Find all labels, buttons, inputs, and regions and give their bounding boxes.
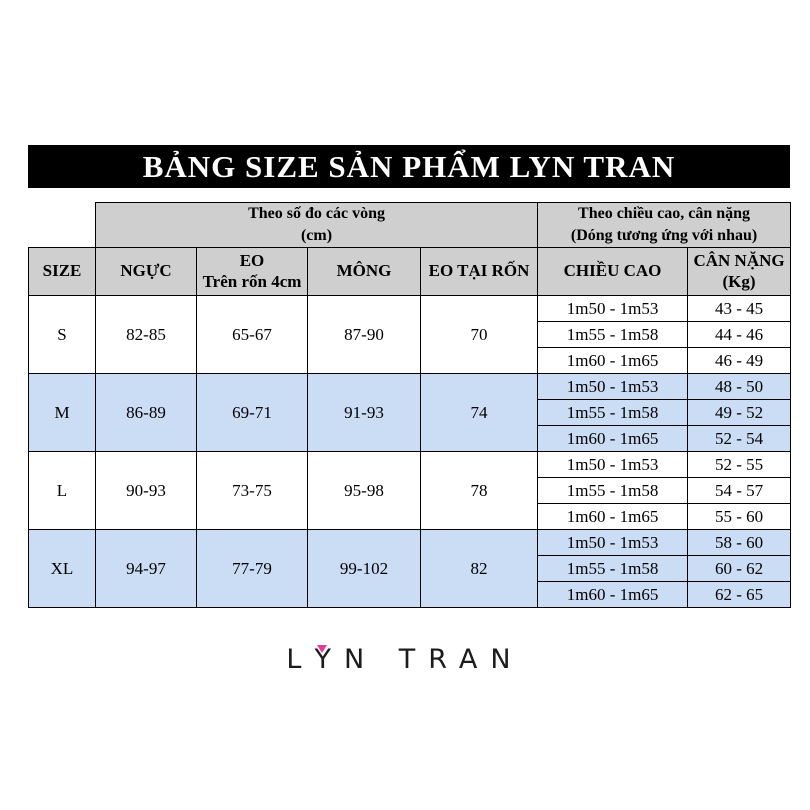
table-row [29,374,791,400]
col-header-weight-main: CÂN NẶNG [693,251,785,271]
banner-title: BẢNG SIZE SẢN PHẨM LYN TRAN [28,145,790,188]
height-cell: 1m50 - 1m53 [538,374,688,400]
col-header-weight [688,248,791,296]
hip-cell: 91-93 [308,374,421,452]
table-row [29,530,791,556]
height-cell: 1m55 - 1m58 [538,322,688,348]
height-cell: 1m60 - 1m65 [538,582,688,608]
weight-cell: 58 - 60 [688,530,791,556]
group-height-weight-line1: Theo chiều cao, cân nặng [578,205,751,223]
brand-logo [0,644,810,675]
hip-cell: 95-98 [308,452,421,530]
col-header-waist-sub: Trên rốn 4cm [202,271,302,291]
height-cell: 1m55 - 1m58 [538,478,688,504]
col-header-hip: MÔNG [308,248,421,296]
height-cell: 1m60 - 1m65 [538,504,688,530]
weight-cell: 55 - 60 [688,504,791,530]
logo-text-l: L [286,644,315,675]
col-header-waist-at-navel: EO TẠI RỐN [421,248,538,296]
bust-cell: 86-89 [96,374,197,452]
weight-cell: 62 - 65 [688,582,791,608]
table-row [29,452,791,478]
group-measurements-line2: (cm) [300,227,333,244]
waist-at-navel-cell: 82 [421,530,538,608]
bust-cell: 82-85 [96,296,197,374]
weight-cell: 48 - 50 [688,374,791,400]
col-header-waist-main: EO [239,251,265,271]
logo-triangle-icon [317,645,327,653]
logo-text-rest: N TRAN [343,644,524,675]
size-cell: L [29,452,96,530]
weight-cell: 52 - 55 [688,452,791,478]
waist-cell: 73-75 [197,452,308,530]
weight-cell: 49 - 52 [688,400,791,426]
weight-cell: 52 - 54 [688,426,791,452]
column-header-row [29,248,791,296]
weight-cell: 60 - 62 [688,556,791,582]
bust-cell: 90-93 [96,452,197,530]
height-cell: 1m50 - 1m53 [538,530,688,556]
weight-cell: 54 - 57 [688,478,791,504]
group-height-weight-line2: (Dóng tương ứng với nhau) [570,227,758,244]
bust-cell: 94-97 [96,530,197,608]
height-cell: 1m55 - 1m58 [538,400,688,426]
waist-at-navel-cell: 78 [421,452,538,530]
group-measurements-line1: Theo số đo các vòng [248,205,385,223]
group-header-spacer [29,203,96,248]
height-cell: 1m55 - 1m58 [538,556,688,582]
height-cell: 1m60 - 1m65 [538,426,688,452]
col-header-bust: NGỰC [96,248,197,296]
weight-cell: 46 - 49 [688,348,791,374]
height-cell: 1m50 - 1m53 [538,452,688,478]
height-cell: 1m50 - 1m53 [538,296,688,322]
col-header-weight-sub: (Kg) [722,271,756,291]
waist-cell: 65-67 [197,296,308,374]
weight-cell: 44 - 46 [688,322,791,348]
group-header-height-weight [538,203,791,248]
col-header-size: SIZE [29,248,96,296]
col-header-height: CHIỀU CAO [538,248,688,296]
hip-cell: 99-102 [308,530,421,608]
hip-cell: 87-90 [308,296,421,374]
waist-at-navel-cell: 70 [421,296,538,374]
waist-cell: 77-79 [197,530,308,608]
col-header-waist [197,248,308,296]
size-cell: XL [29,530,96,608]
weight-cell: 43 - 45 [688,296,791,322]
logo-y-glyph: Y [314,644,344,675]
logo-letter-y [314,644,344,675]
height-cell: 1m60 - 1m65 [538,348,688,374]
table-row [29,296,791,322]
size-table [28,202,791,608]
size-cell: S [29,296,96,374]
group-header-row [29,203,791,248]
size-cell: M [29,374,96,452]
group-header-measurements [96,203,538,248]
waist-at-navel-cell: 74 [421,374,538,452]
waist-cell: 69-71 [197,374,308,452]
